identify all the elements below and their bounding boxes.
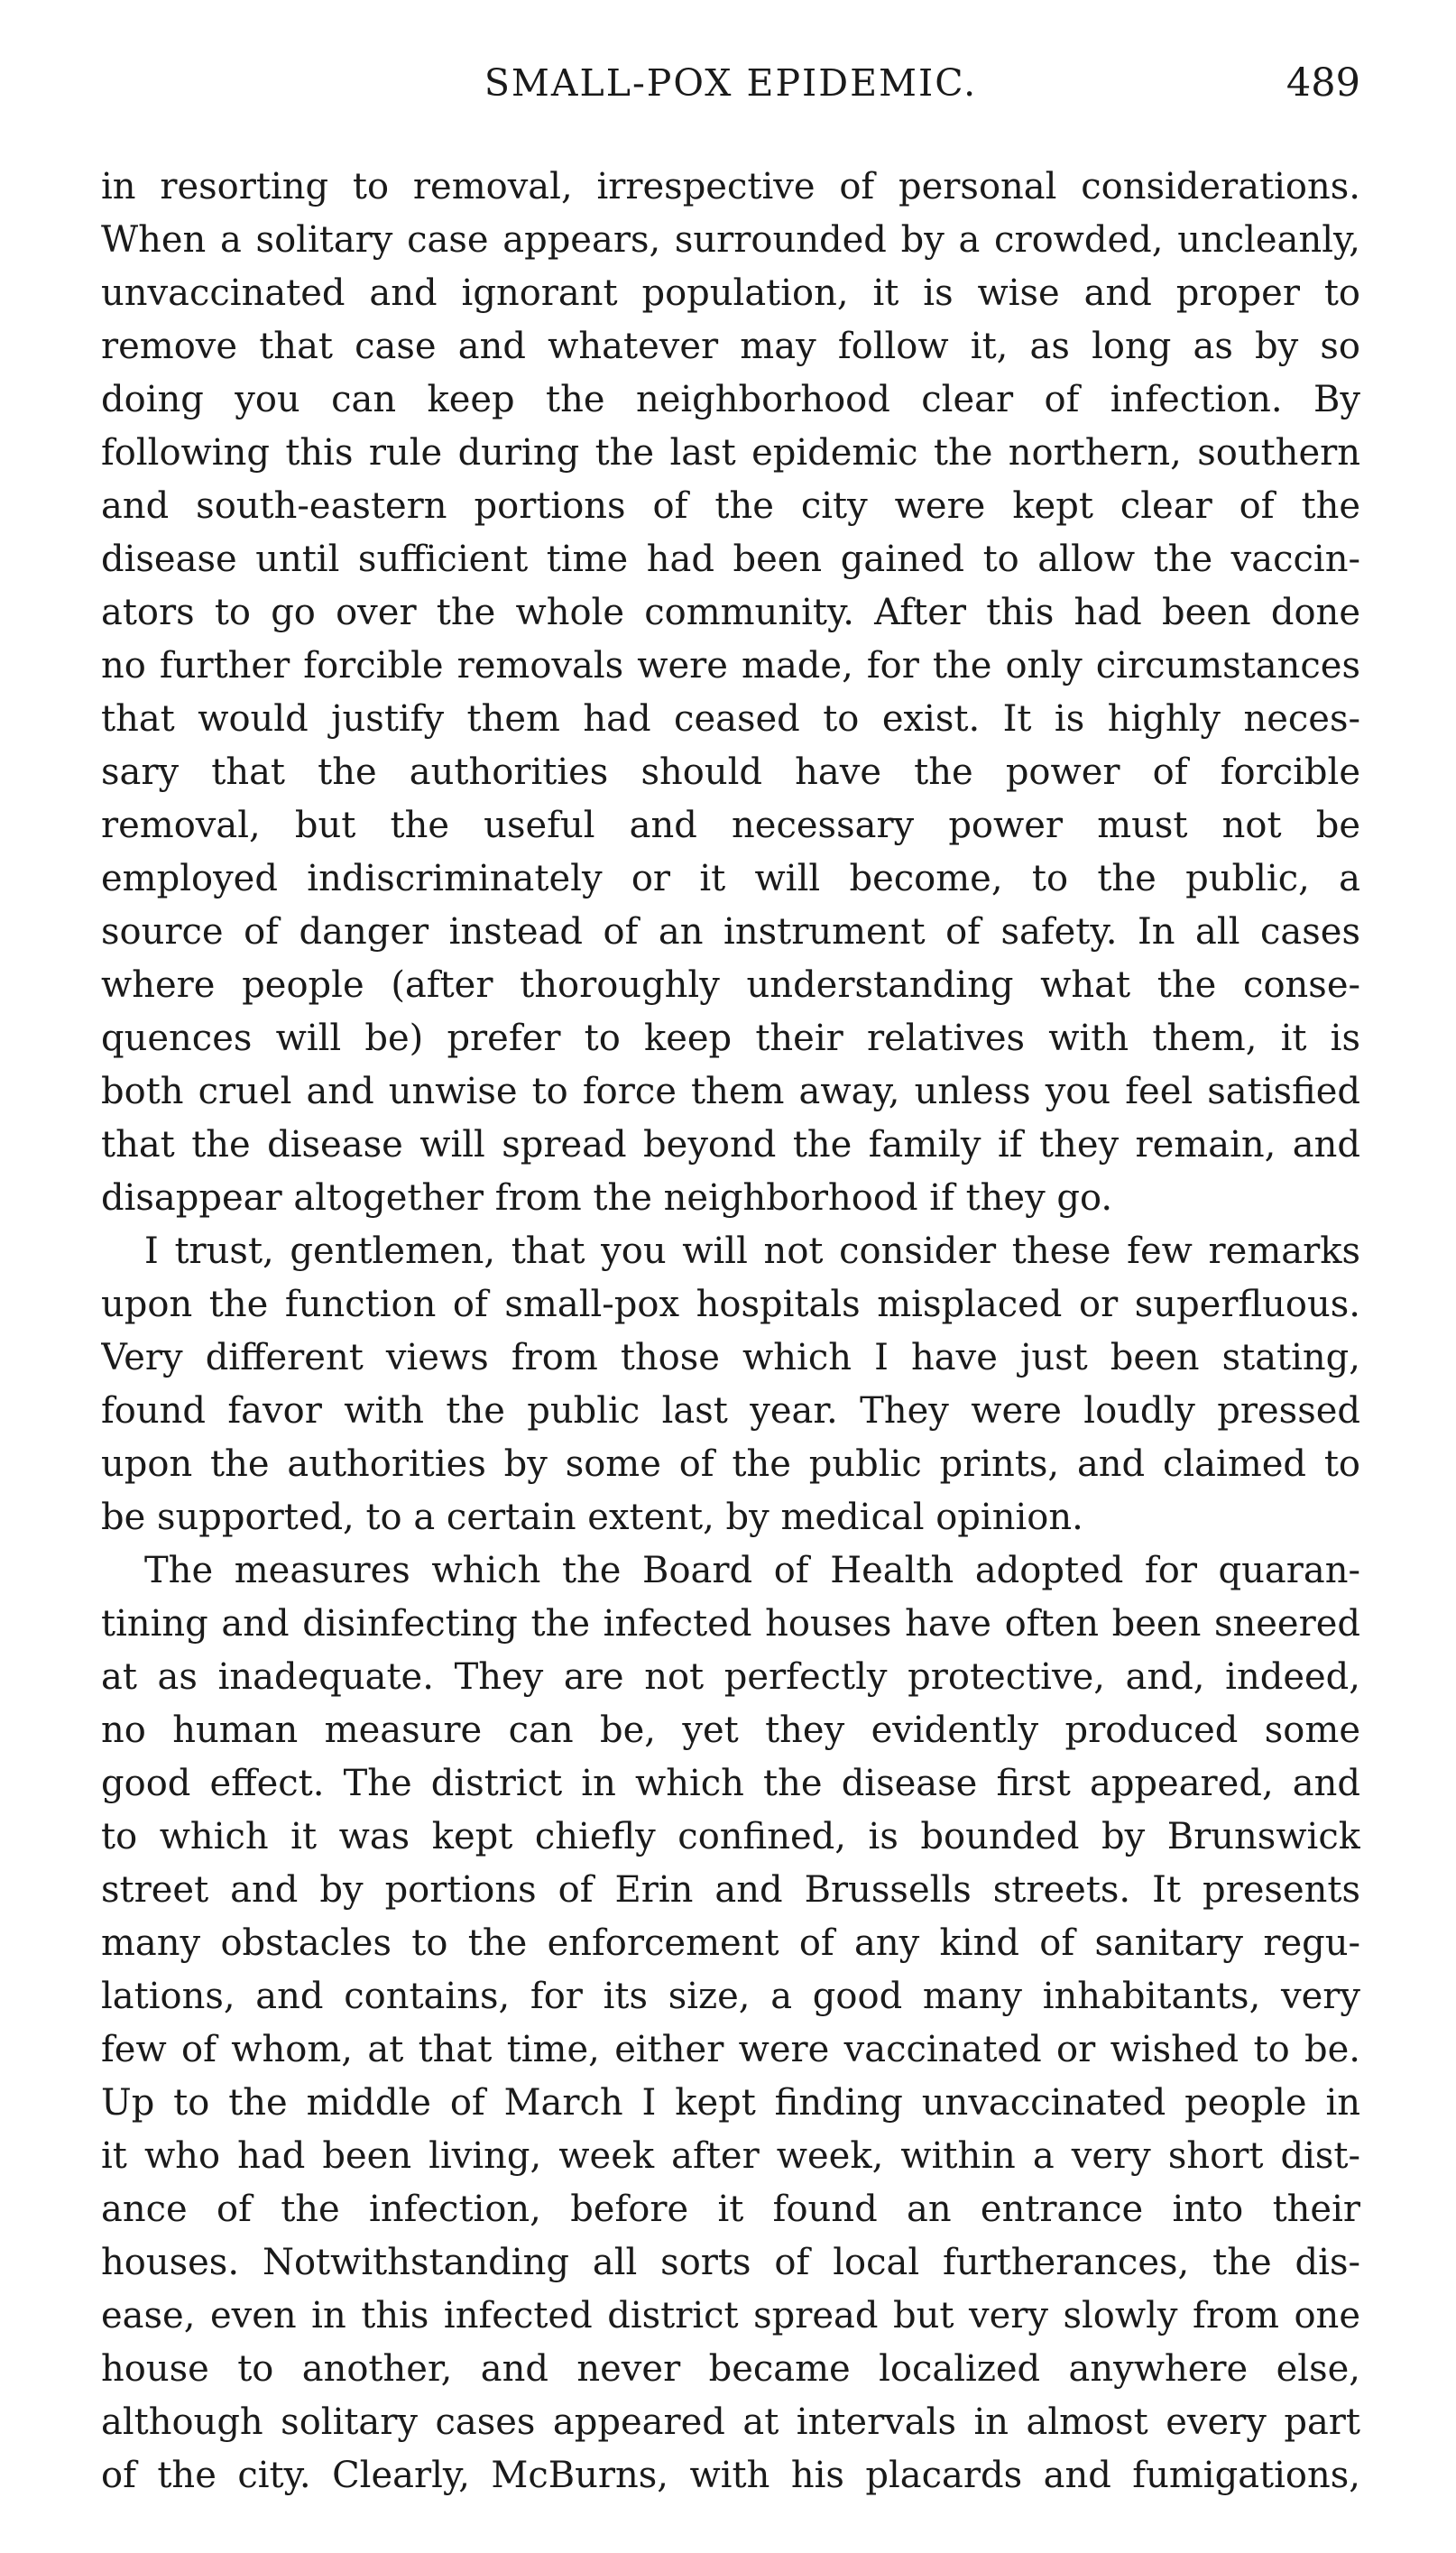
paragraph-start-line: I trust, gentlemen, that you will not consider these few remarks <box>144 1230 1360 1272</box>
text-line: unvaccinated and ignorant population, it is wise and proper to <box>101 272 1360 314</box>
text-line: street and by portions of Erin and Brussells streets. It presents <box>101 1869 1360 1911</box>
text-line: removal, but the useful and necessary power must not be <box>101 805 1360 846</box>
text-line: houses. Notwithstanding all sorts of local furtherances, the dis- <box>101 2242 1360 2283</box>
text-line: Very different views from those which I have just been stating, <box>101 1337 1360 1378</box>
text-line: and south-eastern portions of the city were kept clear of the <box>101 485 1360 527</box>
text-line: where people (after thoroughly understanding what the conse- <box>101 964 1360 1006</box>
text-line: of the city. Clearly, McBurns, with his placards and fumigations, <box>101 2455 1360 2496</box>
running-title: SMALL-POX EPIDEMIC. <box>484 61 978 105</box>
text-line: that the disease will spread beyond the family if they remain, and <box>101 1124 1360 1166</box>
text-line: ance of the infection, before it found an entrance into their <box>101 2189 1360 2230</box>
text-line: in resorting to removal, irrespective of personal considerations. <box>101 166 1360 207</box>
paragraph-end-line: disappear altogether from the neighborhood if they go. <box>101 1177 1113 1219</box>
paragraph-end-line: be supported, to a certain extent, by medical opinion. <box>101 1497 1083 1538</box>
body-text <box>101 161 1360 2502</box>
text-line: When a solitary case appears, surrounded by a crowded, uncleanly, <box>101 219 1360 261</box>
page-number: 489 <box>1286 60 1360 106</box>
text-line: lations, and contains, for its size, a good many inhabitants, very <box>101 1976 1360 2017</box>
text-line: employed indiscriminately or it will become, to the public, a <box>101 858 1360 899</box>
text-line: no further forcible removals were made, for the only circumstances <box>101 645 1360 687</box>
text-line: it who had been living, week after week, within a very short dist- <box>101 2135 1360 2177</box>
text-line: many obstacles to the enforcement of any kind of sanitary regu- <box>101 1922 1360 1964</box>
text-line: good effect. The district in which the disease first appeared, and <box>101 1763 1360 1804</box>
text-line: that would justify them had ceased to exist. It is highly neces- <box>101 698 1360 740</box>
text-line: ease, even in this infected district spread but very slowly from one <box>101 2295 1360 2336</box>
text-line: although solitary cases appeared at intervals in almost every part <box>101 2401 1360 2443</box>
paragraph-start-line: The measures which the Board of Health adopted for quaran- <box>144 1550 1360 1591</box>
text-line: disease until sufficient time had been gained to allow the vaccin- <box>101 539 1360 580</box>
text-line: at as inadequate. They are not perfectly protective, and, indeed, <box>101 1656 1360 1698</box>
text-line: upon the authorities by some of the public prints, and claimed to <box>101 1443 1360 1485</box>
text-line: sary that the authorities should have the power of forcible <box>101 751 1360 793</box>
text-line: following this rule during the last epidemic the northern, southern <box>101 432 1360 474</box>
text-line: Up to the middle of March I kept finding unvaccinated people in <box>101 2082 1360 2124</box>
text-line: quences will be) prefer to keep their relatives with them, it is <box>101 1018 1360 1059</box>
text-line: to which it was kept chiefly confined, is bounded by Brunswick <box>101 1816 1360 1857</box>
text-line: both cruel and unwise to force them away, unless you feel satisfied <box>101 1071 1360 1112</box>
text-line: tining and disinfecting the infected houses have often been sneered <box>101 1603 1360 1645</box>
text-line: house to another, and never became localized anywhere else, <box>101 2348 1360 2390</box>
text-line: remove that case and whatever may follow it, as long as by so <box>101 326 1360 367</box>
text-line: found favor with the public last year. They were loudly pressed <box>101 1390 1360 1432</box>
text-line: no human measure can be, yet they evidently produced some <box>101 1710 1360 1751</box>
text-line: source of danger instead of an instrument of safety. In all cases <box>101 911 1360 953</box>
text-line: ators to go over the whole community. After this had been done <box>101 592 1360 633</box>
text-line: few of whom, at that time, either were vaccinated or wished to be. <box>101 2029 1360 2070</box>
text-line: doing you can keep the neighborhood clear of infection. By <box>101 379 1360 420</box>
running-head <box>101 56 1360 110</box>
text-line: upon the function of small-pox hospitals misplaced or superfluous. <box>101 1284 1360 1325</box>
